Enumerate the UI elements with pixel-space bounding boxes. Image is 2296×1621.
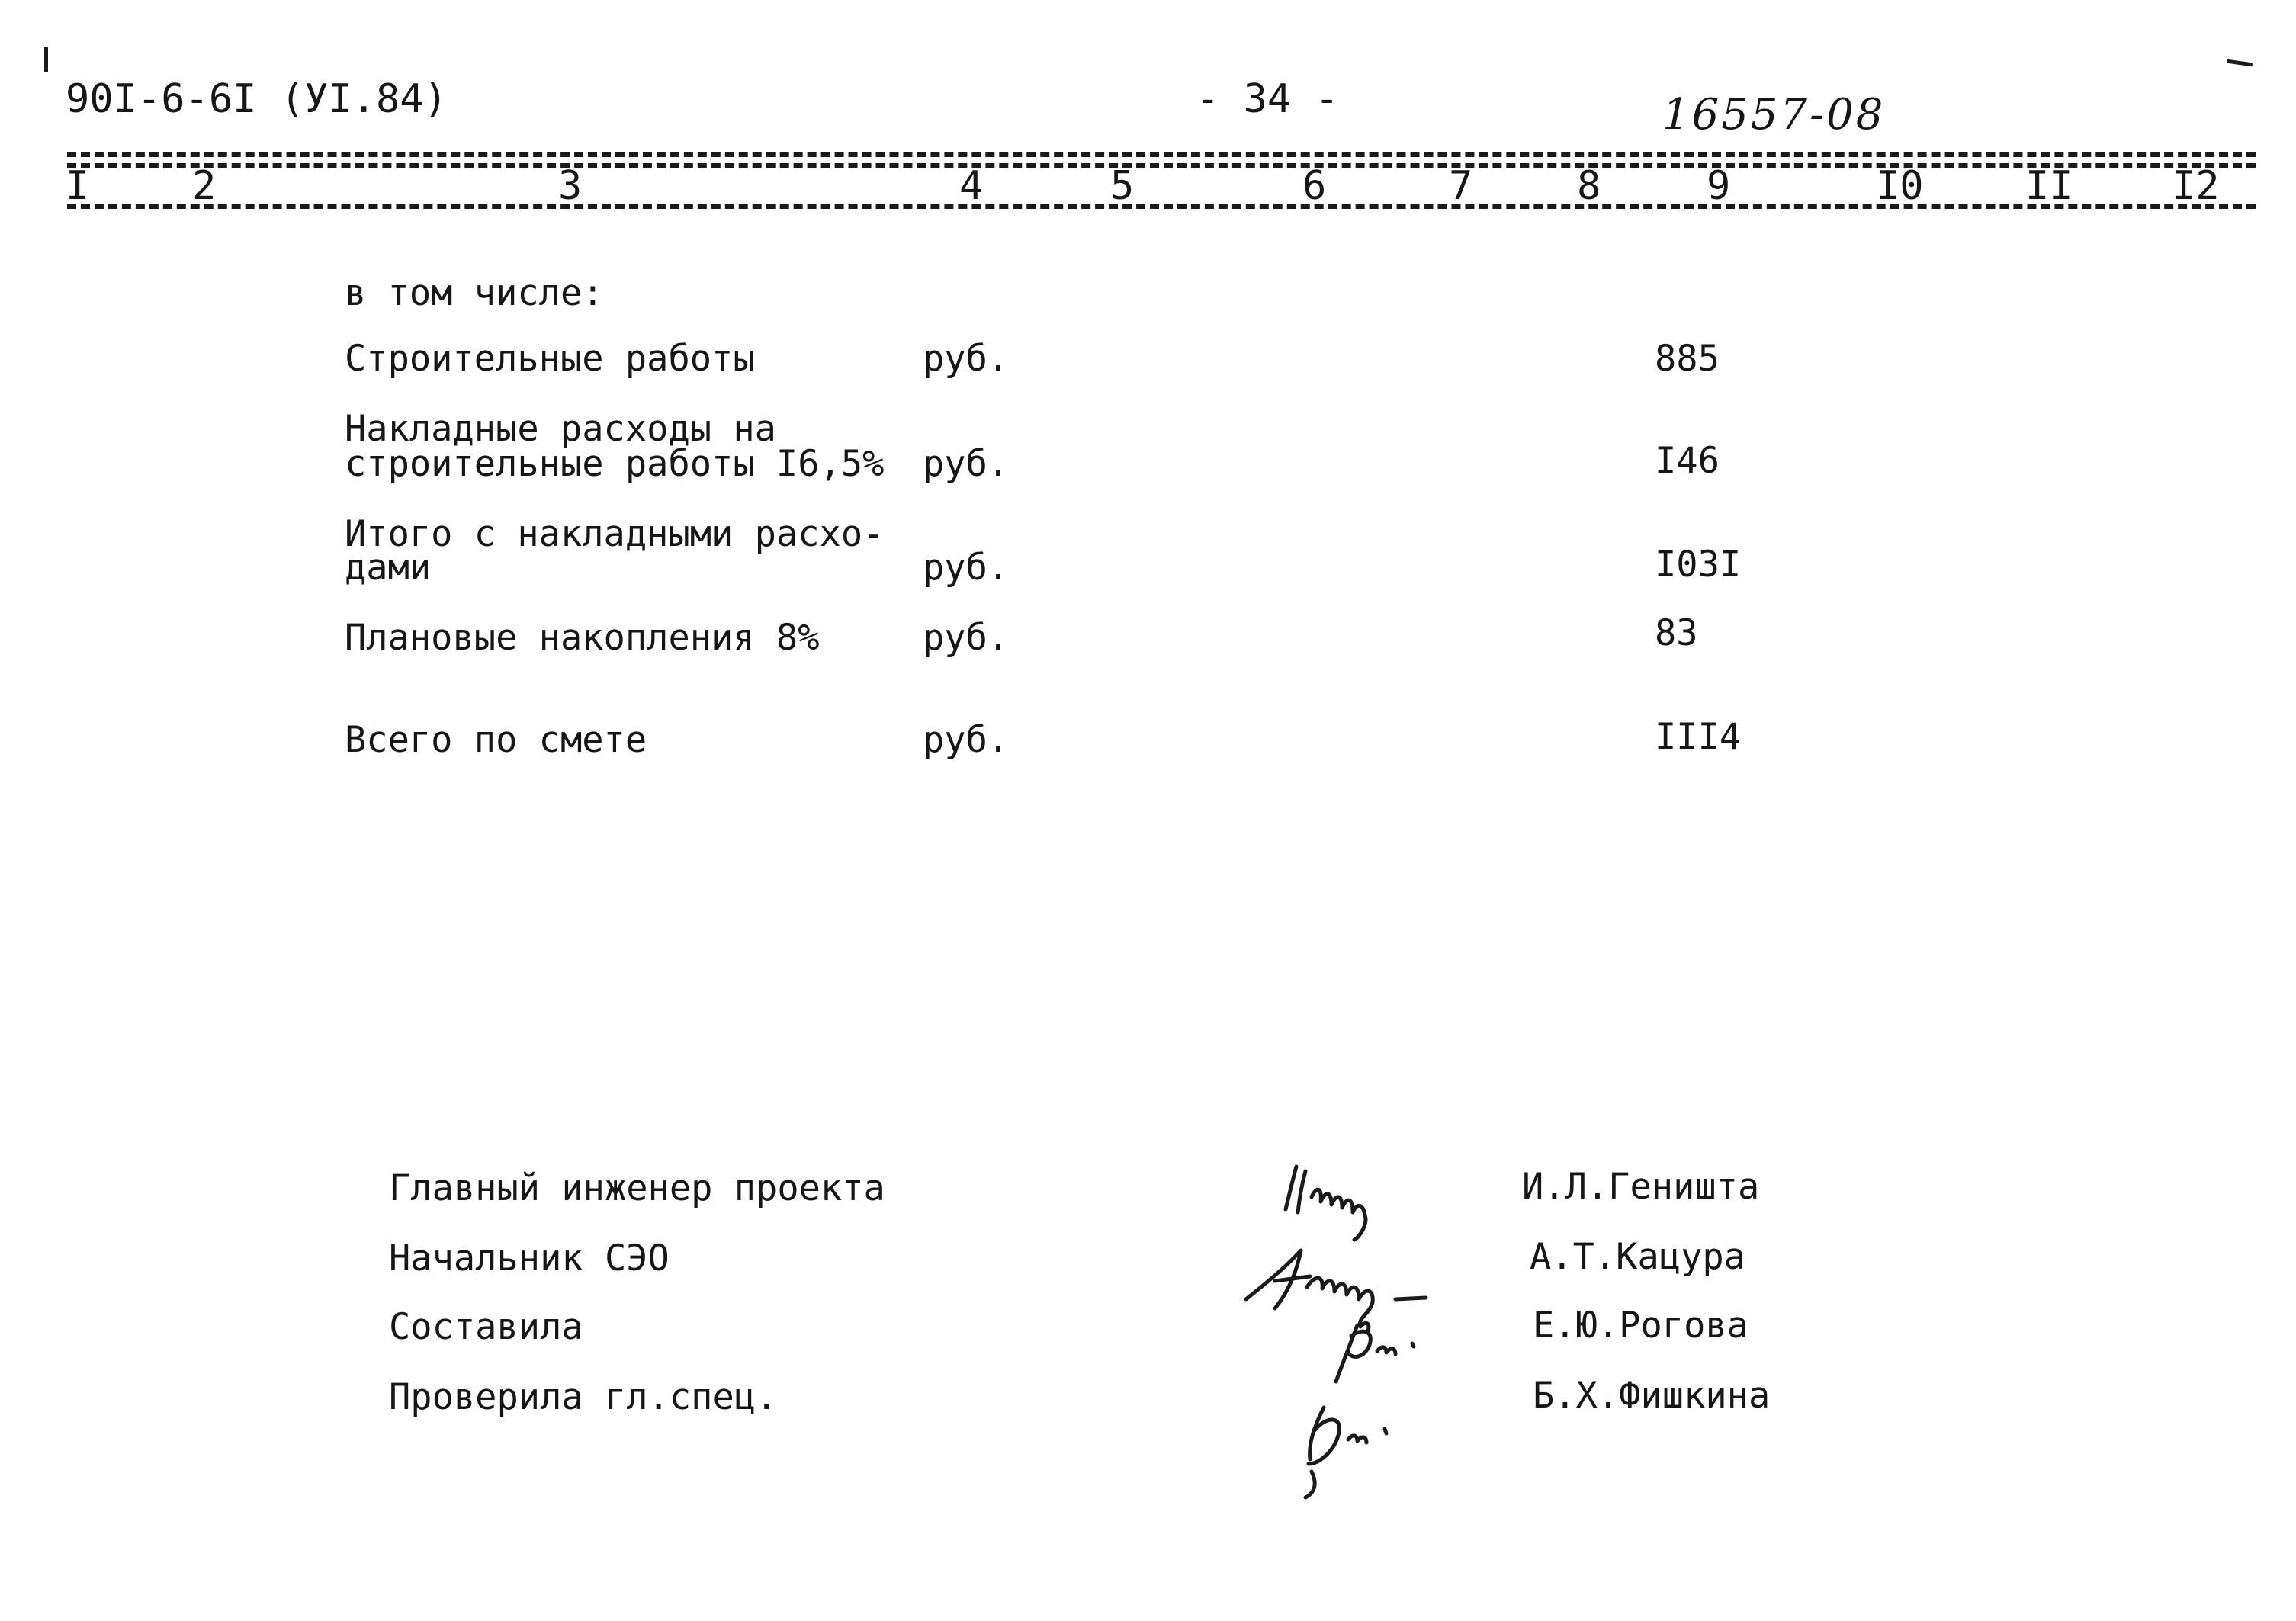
column-number: 3 — [558, 163, 583, 209]
column-number: 8 — [1577, 163, 1601, 209]
row-label: Строительные работы — [345, 338, 755, 380]
row-label: дами — [345, 547, 432, 589]
signatory-name: А.Т.Кацура — [1530, 1236, 1745, 1278]
row-value: I03I — [1655, 544, 1742, 586]
column-band-bottom-rule — [67, 204, 2256, 209]
row-label: строительные работы I6,5% — [345, 443, 885, 485]
row-label: Плановые накопления 8% — [345, 617, 820, 659]
column-number: I0 — [1876, 163, 1924, 209]
signature-genishta — [1286, 1167, 1366, 1240]
signatory-name: И.Л.Геништа — [1522, 1166, 1760, 1208]
signatory-name: Е.Ю.Рогова — [1533, 1305, 1748, 1347]
column-number: I — [66, 163, 90, 209]
total-unit: руб. — [923, 719, 1010, 761]
signatory-role: Главный инженер проекта — [389, 1167, 885, 1209]
column-number: 2 — [192, 163, 217, 209]
signature-rogova — [1336, 1325, 1414, 1382]
row-unit: руб. — [923, 617, 1010, 659]
signatory-role: Начальник СЭО — [389, 1237, 670, 1279]
column-number: 9 — [1707, 163, 1731, 209]
inventory-number: 16557-08 — [1662, 90, 1886, 140]
signature-katsura — [1246, 1250, 1426, 1331]
row-value: 885 — [1655, 338, 1720, 380]
signature-scribbles — [1235, 1136, 1510, 1502]
column-number: I2 — [2172, 163, 2220, 209]
corner-mark-left — [44, 47, 48, 72]
row-value: I46 — [1655, 440, 1720, 482]
row-value: 83 — [1655, 612, 1698, 654]
column-band-top-rule — [67, 152, 2256, 157]
signature-fishkina — [1305, 1408, 1386, 1497]
document-code: 90I-6-6I (УI.84) — [66, 76, 448, 122]
column-number: 7 — [1449, 163, 1473, 209]
signatory-name: Б.Х.Фишкина — [1533, 1375, 1771, 1417]
column-band-inner-rule — [67, 163, 2256, 168]
page-number: - 34 - — [1196, 76, 1339, 122]
row-label: Итого с накладными расхо- — [345, 513, 885, 555]
column-number: 5 — [1110, 163, 1135, 209]
row-unit: руб. — [923, 547, 1010, 589]
row-label: Накладные расходы на — [345, 408, 776, 450]
signatory-role: Проверила гл.спец. — [389, 1376, 778, 1418]
column-number: 6 — [1302, 163, 1327, 209]
signatory-role: Составила — [389, 1306, 583, 1348]
corner-mark-right — [2227, 59, 2253, 67]
total-value: III4 — [1655, 716, 1742, 758]
intro-text: в том числе: — [345, 272, 604, 314]
row-unit: руб. — [923, 443, 1010, 485]
column-number: 4 — [959, 163, 984, 209]
total-label: Всего по смете — [345, 719, 647, 761]
column-number: II — [2025, 163, 2073, 209]
row-unit: руб. — [923, 338, 1010, 380]
